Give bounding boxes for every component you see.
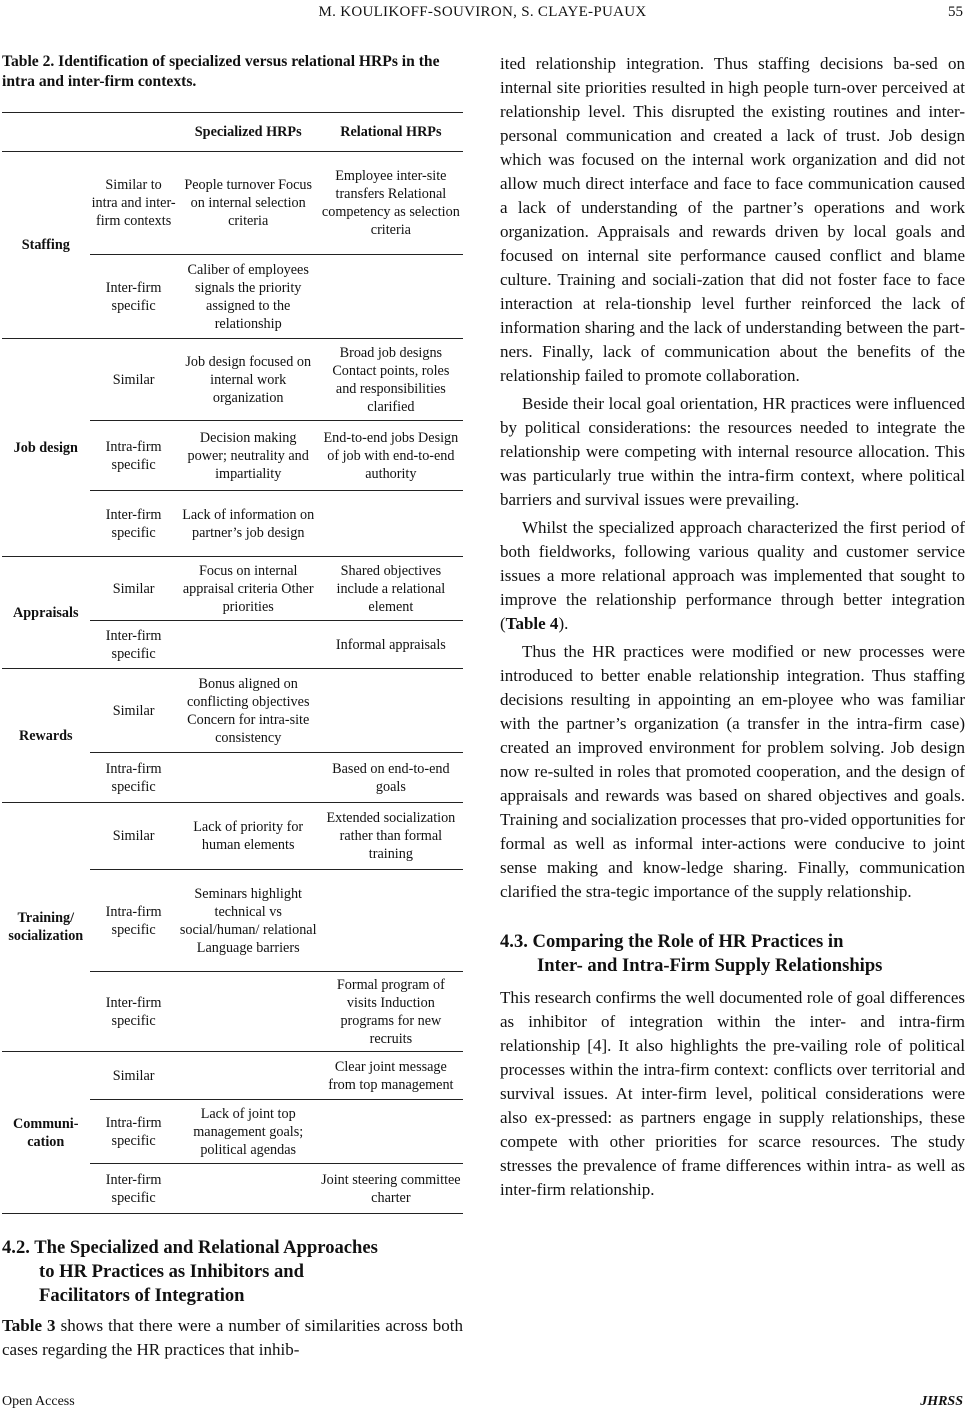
context-cell: Similar [90,1052,178,1100]
table-4-reference: Table 4 [505,614,559,633]
right-column [500,52,965,1202]
relational-cell: End-to-end jobs Design of job with end-to-end authority [319,421,463,491]
specialized-cell: Lack of information on partner’s job design [178,491,319,557]
specialized-cell [178,1052,319,1100]
context-cell: Inter-firm specific [90,491,178,557]
table-row [2,339,463,421]
section-4-2-text: shows that there were a number of similarities across both cases regarding the HR practices that inhib- [2,1316,463,1359]
context-cell: Inter-firm specific [90,621,178,669]
context-cell: Similar to intra and inter-firm contexts [90,152,178,255]
context-cell: Intra-firm specific [90,421,178,491]
context-cell: Intra-firm specific [90,870,178,972]
context-cell: Inter-firm specific [90,1164,178,1214]
paragraph-3-end: ). [558,614,569,633]
relational-cell [319,1100,463,1164]
specialized-cell [178,972,319,1052]
section-4-2-heading-line3: Facilitators of Integration [39,1285,245,1306]
header-empty-2 [90,113,178,152]
section-4-3-heading [500,930,965,978]
journal-name: JHRSS [920,1394,963,1409]
header-empty-1 [2,113,90,152]
page-number: 55 [948,4,963,20]
relational-cell: Employee inter-site transfers Relational competency as selection criteria [319,152,463,255]
relational-cell [319,491,463,557]
specialized-cell: Focus on internal appraisal criteria Other priorities [178,557,319,621]
left-column [2,52,463,1362]
paragraph-1: ited relationship integration. Thus staffing decisions ba-sed on internal site priorities resulted in high people turn-over perceived at relationship level. This disrupted the existing routines and inter-personal communication and created a lack of trust. Job design which was focused on the internal work organization and did not allow much direct interface and face to face communication caused a lack of understanding of the partner’s operations and work organization. Appraisals and rewards driven by local goals and focused on internal site performance caused conflict and blame culture. Training and sociali-zation that did not foster face to face interaction at rela-tionship level further reinforced the lack of information sharing and the lack of understanding between the part-ners. Finally, lack of communication about the benefits of the relationship failed to promote collaboration. [500,54,965,385]
relational-cell: Extended socialization rather than formal training [319,803,463,870]
category-staffing: Staffing [2,152,90,339]
table-row [2,152,463,255]
category-communication: Communi- cation [2,1052,90,1214]
paragraph-4: Thus the HR practices were modified or new processes were introduced to better enable relationship integration. Thus staffing decisions resulting in appointing an em-ployee who was familiar with the partner’s organization (a transfer in the intra-firm case) created an improved environment for problem solving. Job design now re-sulted in roles that promoted cooperation, and the design of appraisals and rewards was based on shared objectives and goals. Training and socialization processes that pro-vided opportunities for formal as well as informal inter-actions were conducive to joint sense making and know-ledge sharing. Finally, communication clarified the stra-tegic importance of the supply relationship. [500,642,965,901]
context-cell: Intra-firm specific [90,753,178,803]
relational-cell [319,669,463,753]
specialized-cell [178,753,319,803]
paragraph-3-text: Whilst the specialized approach characterized the first period of both fieldworks, following various quality and customer service issues a more relational approach was implemented that sought to improve the relationship performance through better integration ( [500,518,965,633]
relational-cell: Broad job designs Contact points, roles and responsibilities clarified [319,339,463,421]
page-header [0,4,965,26]
relational-cell: Clear joint message from top management [319,1052,463,1100]
table-header-row [2,113,463,152]
table-caption: Table 2. Identification of specialized versus relational HRPs in the intra and inter-firm contexts. [2,53,440,90]
table-row [2,803,463,870]
specialized-cell: Bonus aligned on conflicting objectives Concern for intra-site consistency [178,669,319,753]
relational-cell: Shared objectives include a relational element [319,557,463,621]
specialized-cell: Job design focused on internal work organization [178,339,319,421]
relational-cell [319,255,463,339]
section-4-3-heading-line2: Inter- and Intra-Firm Supply Relationships [537,955,883,976]
specialized-cell: Caliber of employees signals the priority assigned to the relationship [178,255,319,339]
specialized-cell: Lack of joint top management goals; political agendas [178,1100,319,1164]
context-cell: Similar [90,803,178,870]
section-4-3-heading-line1: 4.3. Comparing the Role of HR Practices in [500,931,844,952]
hrp-table [2,112,463,1214]
context-cell: Similar [90,669,178,753]
specialized-cell: Lack of priority for human elements [178,803,319,870]
paragraph-2: Beside their local goal orientation, HR practices were influenced by political considerations: the resources needed to integrate the relationship were competing with internal resource allocation. This was particularly true within the intra-firm context, where political barriers and survival issues were prevailing. [500,394,965,509]
context-cell: Inter-firm specific [90,972,178,1052]
page-footer [0,1394,965,1414]
specialized-cell [178,621,319,669]
table-row [2,669,463,753]
paragraph-3 [500,516,965,636]
category-training-socialization: Training/ socialization [2,803,90,1052]
relational-cell: Informal appraisals [319,621,463,669]
category-appraisals: Appraisals [2,557,90,669]
relational-cell: Joint steering committee charter [319,1164,463,1214]
specialized-cell: People turnover Focus on internal selection criteria [178,152,319,255]
table-3-reference: Table 3 [2,1316,56,1335]
paragraph-5: This research confirms the well documented role of goal differences as inhibitor of integration within the inter- and intra-firm relationship [4]. It also highlights the pre-vailing role of political processes within the intra-firm context: conflicts over territorial and survival issues. At inter-firm level, political considerations were also ex-pressed: as partners engage in supply relationships, these compete with other priorities for scarce resources. The study stresses the prevalence of frame differences within intra- as well as inter-firm relationship. [500,988,965,1199]
category-job-design: Job design [2,339,90,557]
context-cell: Intra-firm specific [90,1100,178,1164]
relational-cell: Formal program of visits Induction programs for new recruits [319,972,463,1052]
category-rewards: Rewards [2,669,90,803]
header-specialized: Specialized HRPs [178,113,319,152]
table-row [2,557,463,621]
header-relational: Relational HRPs [319,113,463,152]
specialized-cell: Decision making power; neutrality and impartiality [178,421,319,491]
context-cell: Similar [90,557,178,621]
section-4-2-heading-line1: 4.2. The Specialized and Relational Approaches [2,1237,378,1258]
section-4-2-heading [2,1236,463,1308]
context-cell: Similar [90,339,178,421]
specialized-cell [178,1164,319,1214]
specialized-cell: Seminars highlight technical vs social/human/ relational Language barriers [178,870,319,972]
table-row [2,1052,463,1100]
relational-cell: Based on end-to-end goals [319,753,463,803]
section-4-2-paragraph [2,1314,463,1362]
open-access-label: Open Access [2,1394,75,1409]
context-cell: Inter-firm specific [90,255,178,339]
relational-cell [319,870,463,972]
section-4-2-heading-line2: to HR Practices as Inhibitors and [39,1261,304,1282]
running-head-authors: M. KOULIKOFF-SOUVIRON, S. CLAYE-PUAUX [318,4,647,20]
